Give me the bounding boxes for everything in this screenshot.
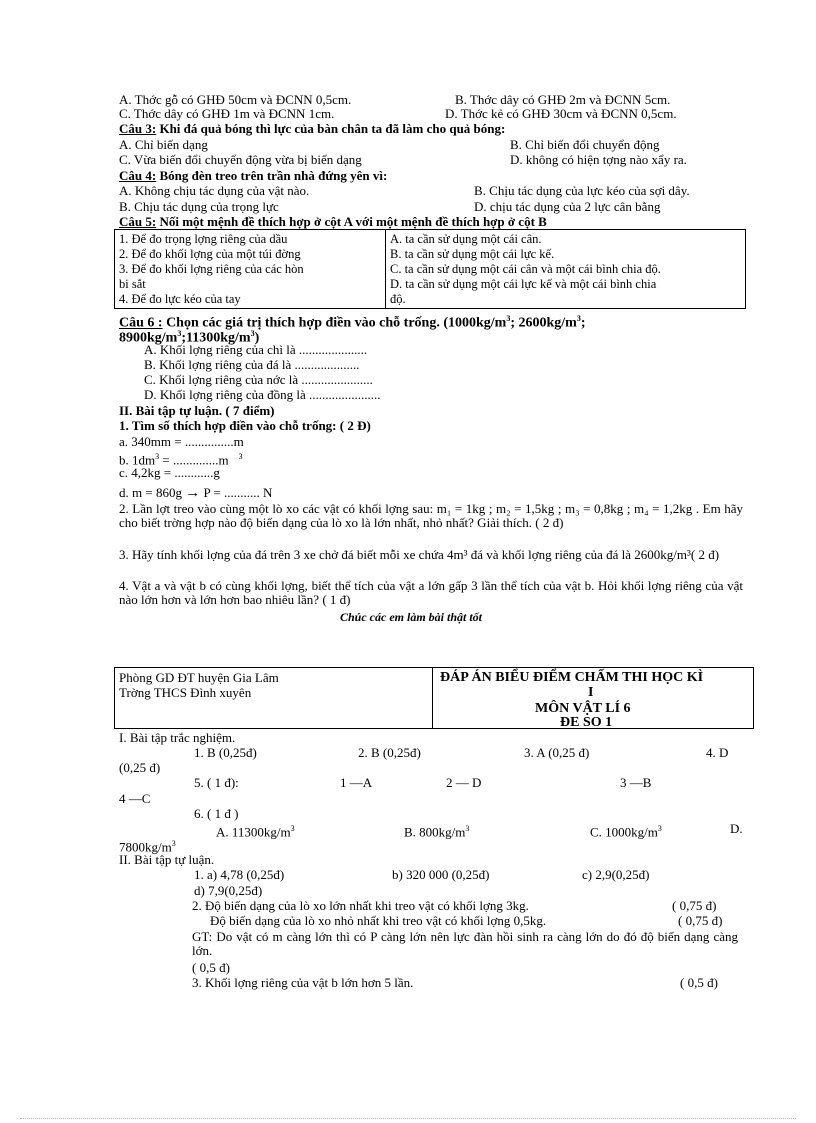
match-1: 1 —A [340, 775, 373, 790]
answer-6: 6. ( 1 đ ) [194, 806, 239, 821]
result-1c: c) 2,9(0,25đ) [582, 867, 650, 882]
result-3: 3. Khối lợng riêng của vật b lớn hơn 5 lần. [192, 975, 414, 990]
col-a-item: 4. Để đo lực kéo của tay [119, 292, 241, 306]
question-5: Câu 5: Nối một mệnh đề thích hợp ở cột A với một mệnh đề thích hợp ở cột B [119, 214, 547, 229]
arrow-icon: → [185, 485, 201, 501]
result-2c-pts: ( 0,5 đ) [192, 960, 230, 975]
match-2: 2 — D [446, 775, 482, 790]
q4-option-d: D. chịu tác dụng của 2 lực cân bằng [474, 199, 661, 214]
subject: MÔN VẬT LÍ 6 [535, 701, 631, 716]
q4-option-a: A. Không chịu tác dụng của vật nào. [119, 183, 310, 198]
q4-option-b: B. Chịu tác dụng của lực kéo của sợi dây. [474, 183, 690, 198]
page-bottom-divider [20, 1118, 796, 1119]
value-c: C. $1000kg/m^3$ [590, 824, 662, 840]
q2-option-b: B. Thớc dây có GHĐ 2m và ĐCNN 5cm. [455, 92, 671, 107]
q6-item: D. Khối lợng riêng của đồng là ...................... [144, 387, 381, 402]
q1-a: a. 340mm = ...............m [119, 434, 244, 449]
q2-option-d: D. Thớc kẻ có GHĐ 30cm và ĐCNN 0,5cm. [445, 106, 677, 121]
result-1d: d) 7,9(0,25đ) [194, 883, 263, 898]
q1-d: d. m = 860g → P = ........... N [119, 485, 273, 501]
result-3-pts: ( 0,5 đ) [680, 975, 718, 990]
question-6: Câu 6 : Chọn các giá trị thích hợp điền vào chỗ trống. ($1000kg/m^3$; $2600kg/m^3$; [119, 314, 586, 331]
answer-3: 3. A (0,25 đ) [524, 745, 590, 760]
result-1a: 1. a) 4,78 (0,25đ) [194, 867, 285, 882]
col-a-item: 3. Để đo khối lợng riêng của các hòn [119, 262, 304, 276]
answer-4: 4. D [706, 745, 729, 760]
question-6-cont: $8900kg/m^3;11300kg/m^3$) [119, 329, 260, 346]
match-4: 4 —C [119, 791, 151, 806]
answers-part1: I. Bài tập trắc nghiệm. [119, 730, 236, 745]
q2-option-a: A. Thớc gỗ có GHĐ 50cm và ĐCNN 0,5cm. [119, 92, 352, 107]
q6-item: A. Khối lợng riêng của chì là ..................... [144, 342, 368, 357]
answers-part2: II. Bài tập tự luận. [119, 852, 215, 867]
answer-2: 2. B (0,25đ) [358, 745, 421, 760]
answer-5: 5. ( 1 đ): [194, 775, 239, 790]
col-a-item: 1. Để đo trọng lợng riêng của dầu [119, 232, 288, 246]
value-b: B. $800kg/m^3$ [404, 824, 470, 840]
exam-number: ĐỀ SỐ 1 [560, 716, 613, 727]
result-2b: Độ biến dạng của lò xo nhỏ nhất khi treo vật có khối lợng 0,5kg. [210, 913, 547, 928]
answer-4-pts: (0,25 đ) [119, 760, 161, 775]
question-4: Câu 4: Bóng đèn treo trên trần nhà đứng yên vì: [119, 168, 388, 183]
col-b-item: A. ta cần sử dụng một cái cân. [390, 232, 542, 246]
part2-q3: 3. Hãy tính khối lợng của đá trên 3 xe chở đá biết mỗi xe chứa 4m³ đá và khối lợng riêng của đá là 2600kg/m³( 2 đ) [119, 547, 720, 562]
q1-c: c. 4,2kg = ............g [119, 465, 220, 480]
col-b-item: B. ta cần sử dụng một cái lực kế. [390, 247, 555, 261]
q3-option-a: A. Chỉ biến dạng [119, 137, 208, 152]
result-2c: GT: Do vật có m càng lớn thì có P càng lớn nên lực đàn hồi sinh ra càng lớn do đó độ biến dạng càng lớn. [192, 929, 738, 958]
q6-item: C. Khối lợng riêng của nớc là ...................... [144, 372, 373, 387]
q3-option-b: B. Chỉ biến đổi chuyển động [510, 137, 660, 152]
q3-option-c: C. Vừa biến đổi chuyển động vừa bị biến dạng [119, 152, 362, 167]
match-3: 3 —B [620, 775, 652, 790]
value-d-cont: $7800kg/m^3$ [119, 839, 176, 855]
q6-item: B. Khối lợng riêng của đá là .................... [144, 357, 360, 372]
answer-title: ĐÁP ÁN BIỂU ĐIỂM CHẤM THI HỌC KÌ [440, 670, 704, 685]
part2-title: II. Bài tập tự luận. ( 7 điểm) [119, 403, 275, 418]
col-a-item: 2. Để đo khối lợng của một túi đờng [119, 247, 301, 261]
closing-wish: Chúc các em làm bài thật tốt [340, 610, 483, 624]
col-a-item: bi sắt [119, 277, 146, 291]
part2-q4: 4. Vật a và vật b có cùng khối lợng, biết thể tích của vật a lớn gấp 3 lần thể tích của vật b. Hỏi khối lợng riêng của vật nào lớn hơn và lớn hơn bao nhiêu lần? ( 1 đ) [119, 578, 743, 607]
q2-option-c: C. Thớc dây có GHĐ 1m và ĐCNN 1cm. [119, 106, 335, 121]
value-a: A. $11300kg/m^3$ [216, 824, 295, 840]
result-2a: 2. Độ biến dạng của lò xo lớn nhất khi treo vật có khối lợng 3kg. [192, 898, 529, 913]
col-b-item: D. ta cần sử dụng một cái lực kế và một cái bình chia [390, 277, 657, 291]
question-3: Câu 3: Khi đá quả bóng thì lực của bàn chân ta đã làm cho quả bóng: [119, 121, 506, 136]
result-1b: b) 320 000 (0,25đ) [392, 867, 490, 882]
header-divider [432, 667, 433, 728]
table-divider [385, 229, 386, 308]
school-name: Trờng THCS Đình xuyên [119, 685, 252, 700]
col-b-item: độ. [390, 292, 406, 306]
result-2a-pts: ( 0,75 đ) [672, 898, 717, 913]
q4-option-c: B. Chịu tác dụng của trọng lực [119, 199, 279, 214]
value-d: D. [730, 821, 743, 836]
q1-b: b. $1dm^3 = ..............m$ $^3$ [119, 452, 243, 468]
answer-1: 1. B (0,25đ) [194, 745, 257, 760]
col-b-item: C. ta cần sử dụng một cái cân và một cái bình chia độ. [390, 262, 661, 276]
school-dept: Phòng GD ĐT huyện Gia Lâm [119, 670, 279, 685]
result-2b-pts: ( 0,75 đ) [678, 913, 723, 928]
q3-option-d: D. không có hiện tợng nào xẩy ra. [510, 152, 687, 167]
part2-q1: 1. Tìm số thích hợp điền vào chỗ trống: ( 2 Đ) [119, 418, 371, 433]
answer-title-cont: I [588, 685, 594, 700]
part2-q2: 2. Lần lợt treo vào cùng một lò xo các vật có khối lợng sau: m₁ = 1kg ; m₂ = 1,5kg ; m₃ = 0,8kg ; m₄ = 1,2kg . Em hãy cho biết trờng hợp nào độ biến dạng của lò xo là lớn nhất, nhỏ nhất? Giải thích. ( 2 đ) [119, 501, 743, 530]
